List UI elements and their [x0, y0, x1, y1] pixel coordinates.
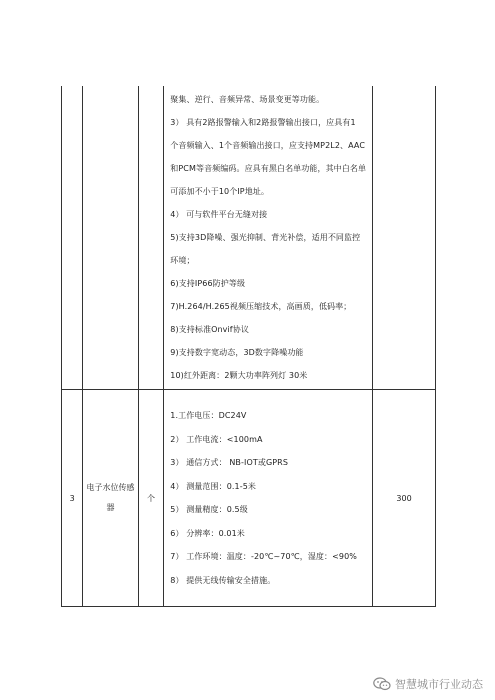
spec-line: 聚集、逆行、音频异常、场景变更等功能。 [170, 95, 325, 104]
unit-cell: 个 [138, 390, 164, 607]
spec-line: 3） 具有2路报警输入和2路报警输出接口，应具有1 [170, 118, 356, 127]
spec-table [61, 86, 436, 607]
quantity-cell [373, 86, 436, 390]
spec-line: 4） 测量范围：0.1-5米 [170, 481, 256, 491]
spec-line: 7） 工作环境：温度：-20℃~70℃，湿度：<90% [170, 552, 357, 561]
wechat-icon [373, 677, 391, 691]
spec-line: 2） 工作电流：<100mA [170, 434, 263, 444]
item-name-cell [83, 86, 138, 390]
spec-line: 5） 测量精度：0.5级 [170, 505, 248, 514]
item-name-cell [83, 390, 138, 607]
spec-line: 环境； [170, 256, 195, 265]
spec-line: 9)支持数字宽动态，3D数字降噪功能 [170, 348, 304, 357]
unit-cell [138, 86, 164, 390]
spec-line: 和PCM等音频编码。应具有黑白名单功能，其中白名单 [170, 164, 367, 173]
quantity-cell: 300 [373, 390, 436, 607]
table-row [62, 390, 436, 607]
spec-line: 6)支持IP66防护等级 [170, 279, 246, 288]
spec-line: 4） 可与软件平台无缝对接 [170, 210, 268, 219]
spec-line: 可添加不小于10个IP地址。 [170, 187, 270, 196]
spec-cell [164, 86, 373, 390]
item-name: 电子水位传感器 [86, 483, 135, 512]
watermark [373, 676, 483, 692]
row-number-cell: 3 [62, 390, 83, 607]
spec-line: 3） 通信方式： NB-IOT或GPRS [170, 458, 289, 467]
spec-line: 8） 提供无线传输安全措施。 [170, 575, 276, 585]
spec-cell [164, 390, 373, 607]
spec-line: 8)支持标准Onvif协议 [170, 325, 249, 334]
watermark-text: 智慧城市行业动态 [395, 678, 483, 691]
row-number-cell [62, 86, 83, 390]
spec-line: 10)红外距离：2颗大功率阵列灯 30米 [170, 371, 308, 380]
table-row [62, 86, 436, 390]
spec-list [164, 402, 372, 594]
spec-line: 5)支持3D降噪、强光抑制、背光补偿，适用不同监控 [170, 233, 361, 242]
spec-line: 个音频输入、1个音频输出接口，应支持MP2L2、AAC [170, 141, 366, 150]
spec-list [164, 86, 372, 389]
spec-line: 7)H.264/H.265视频压缩技术，高画质，低码率； [170, 302, 352, 311]
spec-line: 1.工作电压：DC24V [170, 411, 247, 420]
spec-line: 6） 分辨率：0.01米 [170, 528, 245, 538]
